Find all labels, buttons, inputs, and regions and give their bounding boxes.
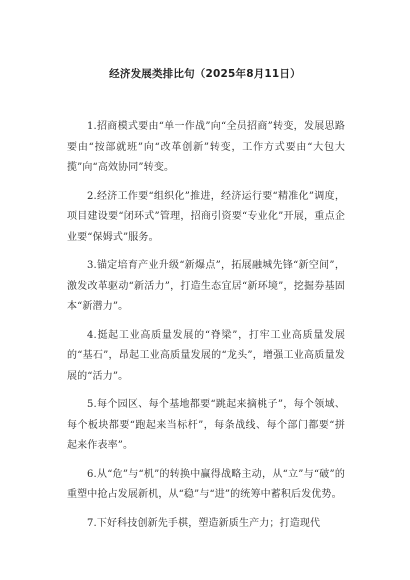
paragraph-4: 4.挺起工业高质量发展的“脊梁”，打牢工业高质量发展的“基石”，昂起工业高质量发展的“龙头”，增强工业高质量发展的“活力”。: [67, 329, 345, 382]
paragraph-6: 6.从“危”与“机”的转换中赢得战略主动，从“立”与“破”的重塑中抢占发展新机，从“稳”与“进”的统筹中蓄积后发优势。: [67, 468, 345, 500]
document-title: 经济发展类排比句（2025年8月11日）: [109, 68, 301, 80]
paragraph-1: 1.招商模式要由“单一作战”向“全员招商”转变，发展思路要由“按部就班”向“改革创新”转变，工作方式要由“大包大揽”向“高效协同”转变。: [67, 121, 345, 173]
paragraph-7: 7.下好科技创新先手棋，塑造新质生产力；打造现代: [87, 517, 321, 529]
paragraph-5: 5.每个园区、每个基地都要“跳起来摘桃子”，每个领域、每个板块都要“跑起来当标杆”，每条战线、每个部门都要“拼起来作表率”。: [67, 399, 345, 451]
paragraph-3: 3.锚定培育产业升级“新爆点”，拓展融城先锋“新空间”，激发改革驱动“新活力”，打造生态宜居“新环境”，挖掘券基固本“新潜力”。: [67, 260, 345, 312]
paragraph-2: 2.经济工作要“组织化”推进，经济运行要“精准化”调度，项目建设要“闭环式”管理，招商引资要“专业化”开展，重点企业要“保姆式”服务。: [67, 190, 345, 243]
document-body: [67, 117, 345, 542]
